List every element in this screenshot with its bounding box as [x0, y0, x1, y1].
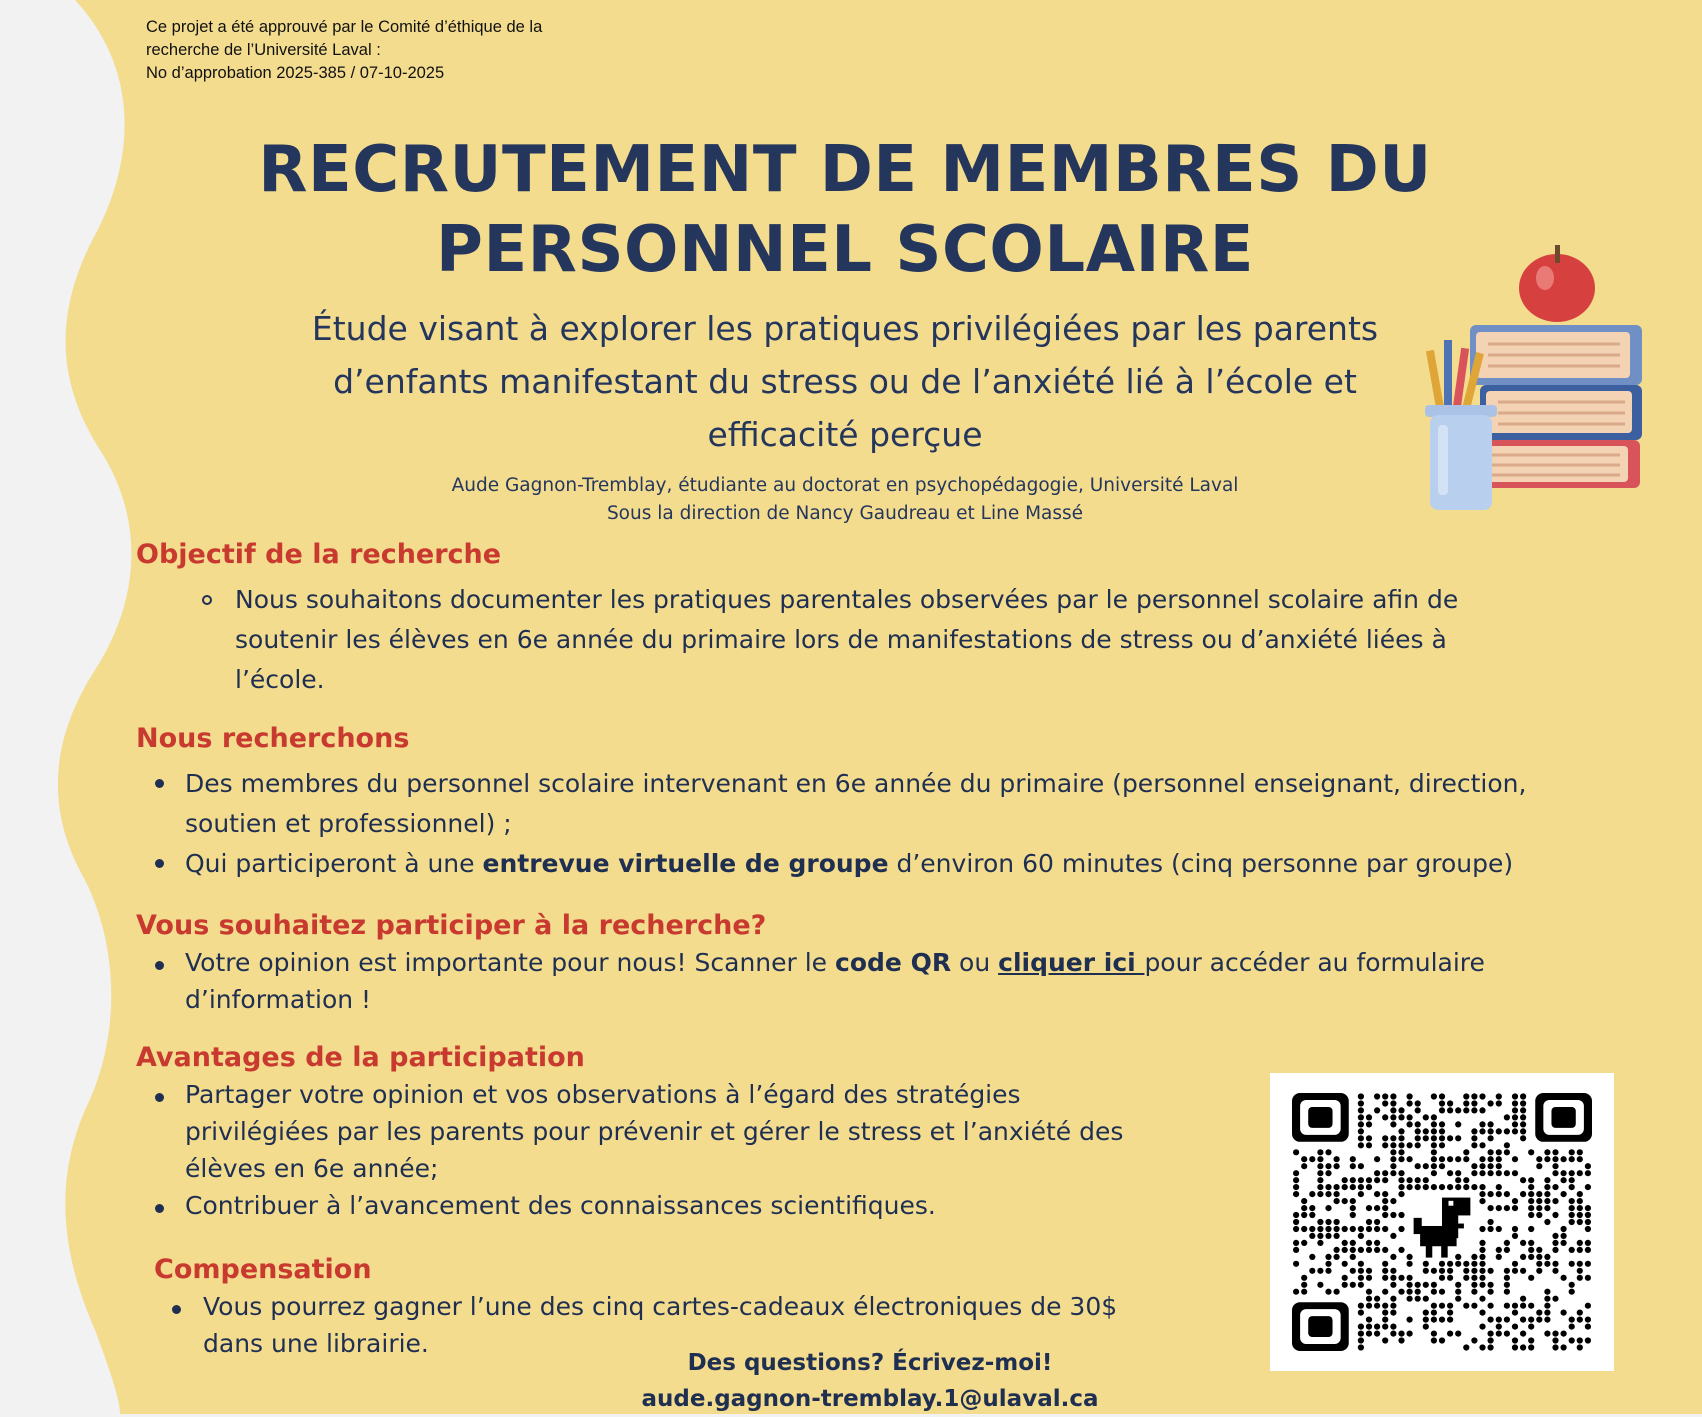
recherchons-item-1-line-2: soutien et professionnel) ;	[185, 809, 512, 838]
title-line-2: PERSONNEL SCOLAIRE	[436, 213, 1254, 287]
participer-text	[185, 944, 1485, 1018]
avantages-item-1-line-2: privilégiées par les parents pour prévenir et gérer le stress et l’anxiété des	[185, 1117, 1124, 1146]
section-heading-avantages: Avantages de la participation	[136, 1042, 585, 1073]
compensation-line-2: dans une librairie.	[203, 1329, 429, 1358]
compensation-line-1: Vous pourrez gagner l’une des cinq cartes-cadeaux électroniques de 30$	[203, 1292, 1118, 1321]
subtitle-line-3: efficacité perçue	[707, 415, 983, 454]
recherchons-item-2-pre: Qui participeront à une	[185, 849, 483, 878]
avantages-item-2-line-1: Contribuer à l’avancement des connaissances scientifiques.	[185, 1191, 936, 1220]
recherchons-item-2	[185, 844, 1513, 884]
participer-post: pour accéder au formulaire	[1144, 948, 1485, 977]
author-credits	[300, 472, 1390, 528]
subtitle-line-2: d’enfants manifestant du stress ou de l’anxiété lié à l’école et	[333, 362, 1357, 401]
bullet	[155, 779, 164, 788]
avantages-item-2	[185, 1187, 936, 1224]
bullet	[172, 1305, 181, 1314]
section-heading-recherchons: Nous recherchons	[136, 723, 410, 754]
bullet	[155, 1093, 164, 1102]
objectif-line-1: Nous souhaitons documenter les pratiques parentales observées par le personnel scolaire afin de	[235, 585, 1459, 614]
objectif-line-3: l’école.	[235, 665, 325, 694]
author-line-2: Sous la direction de Nancy Gaudreau et Line Massé	[606, 503, 1084, 524]
author-line-1: Aude Gagnon-Tremblay, étudiante au doctorat en psychopédagogie, Université Laval	[451, 475, 1239, 496]
contact-line-1: Des questions? Écrivez-moi!	[687, 1350, 1053, 1376]
qr-code-dinosaur-icon	[1292, 1093, 1592, 1351]
recherchons-item-2-post: d’environ 60 minutes (cinq personne par groupe)	[888, 849, 1514, 878]
approval-line-1: Ce projet a été approuvé par le Comité d’éthique de la	[146, 18, 543, 36]
subtitle-line-1: Étude visant à explorer les pratiques privilégiées par les parents	[311, 309, 1379, 348]
avantages-item-1	[185, 1076, 1123, 1187]
approval-line-3: No d’approbation 2025-385 / 07-10-2025	[146, 64, 445, 82]
bullet-hollow	[202, 595, 212, 605]
recherchons-item-1	[185, 764, 1526, 844]
objectif-line-2: soutenir les élèves en 6e année du primaire lors de manifestations de stress ou d’anxiété liées à	[235, 625, 1447, 654]
ethics-approval-note	[146, 16, 542, 85]
participer-mid: ou	[951, 948, 999, 977]
section-heading-participer: Vous souhaitez participer à la recherche?	[136, 910, 767, 941]
contact-email[interactable]: aude.gagnon-tremblay.1@ulaval.ca	[641, 1386, 1099, 1412]
form-link[interactable]: cliquer ici	[998, 948, 1145, 977]
participer-pre: Votre opinion est importante pour nous! Scanner le	[185, 948, 836, 977]
page-title	[230, 130, 1460, 290]
qr-code-card[interactable]	[1270, 1073, 1614, 1371]
avantages-item-1-line-1: Partager votre opinion et vos observations à l’égard des stratégies	[185, 1080, 1021, 1109]
section-heading-objectif: Objectif de la recherche	[136, 539, 502, 570]
bullet	[155, 859, 164, 868]
books-apple-pencils-icon	[1420, 240, 1650, 520]
participer-line-2: d’information !	[185, 985, 372, 1014]
contact-block	[600, 1345, 1140, 1417]
section-heading-compensation: Compensation	[154, 1254, 372, 1285]
study-subtitle	[240, 302, 1450, 461]
recherchons-item-1-line-1: Des membres du personnel scolaire intervenant en 6e année du primaire (personnel enseignant, direction,	[185, 769, 1527, 798]
bullet	[155, 1204, 164, 1213]
recherchons-item-2-bold: entrevue virtuelle de groupe	[482, 849, 889, 878]
title-line-1: RECRUTEMENT DE MEMBRES DU	[258, 133, 1432, 207]
objectif-text	[235, 580, 1458, 700]
participer-qr-bold: code QR	[835, 948, 952, 977]
approval-line-2: recherche de l’Université Laval :	[146, 41, 381, 59]
bullet	[155, 961, 164, 970]
avantages-item-1-line-3: élèves en 6e année;	[185, 1154, 439, 1183]
